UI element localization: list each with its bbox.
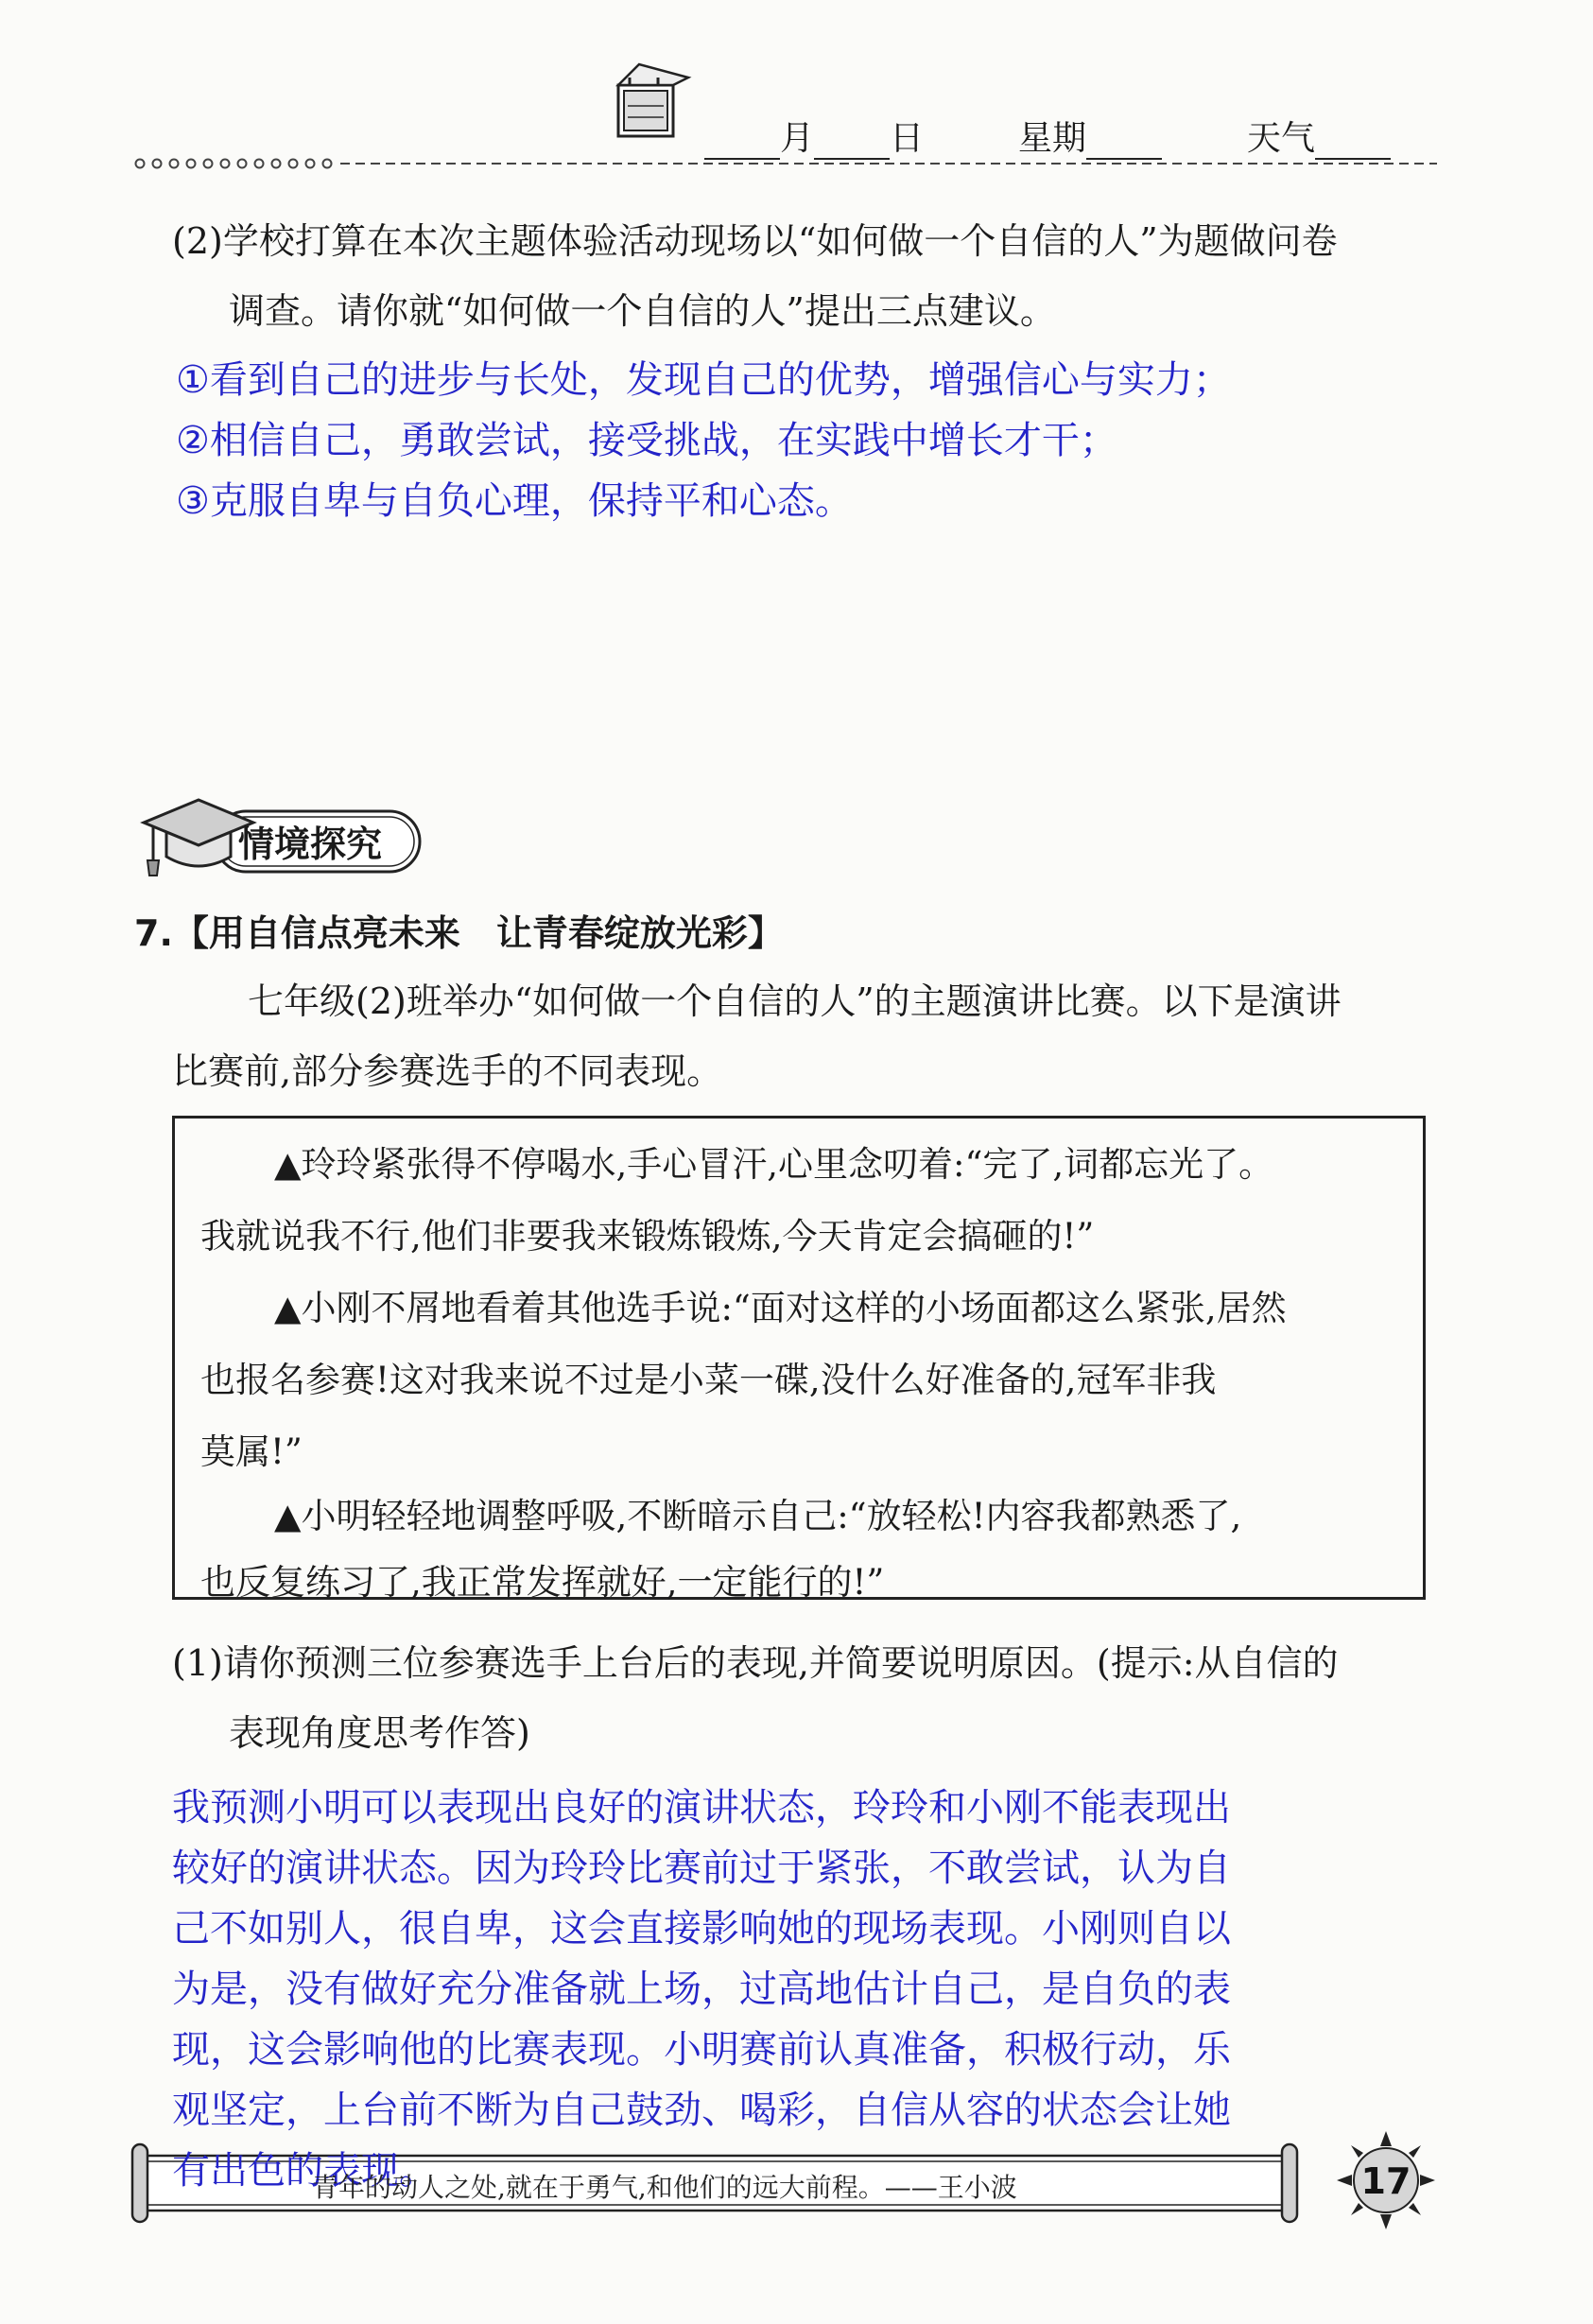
q7-1-answer-line: 观坚定，上台前不断为自己鼓劲、喝彩，自信从容的状态会让她 [172, 2089, 1231, 2132]
weather-blank[interactable] [1315, 122, 1391, 160]
section-label: 情境探究 [238, 824, 383, 865]
month-blank[interactable] [704, 122, 780, 160]
q6-2-prompt-line1: (2)学校打算在本次主题体验活动现场以“如何做一个自信的人”为题做问卷 [172, 220, 1338, 262]
calendar-icon [605, 59, 692, 146]
q7-intro-line1: 七年级(2)班举办“如何做一个自信的人”的主题演讲比赛。以下是演讲 [248, 980, 1342, 1022]
q7-1-answer-line: 现，这会影响他的比赛表现。小明赛前认真准备，积极行动，乐 [172, 2028, 1231, 2072]
day-label: 日 [890, 119, 925, 158]
page-number-badge [1335, 2129, 1437, 2231]
q6-2-answer-2: ②相信自己，勇敢尝试，接受挑战，在实践中增长才干； [176, 419, 1117, 462]
date-weather-fields [704, 112, 1391, 160]
scenario-line: ▲小刚不屑地看着其他选手说:“面对这样的小场面都这么紧张,居然 [274, 1288, 1287, 1328]
scenario-line: ▲玲玲紧张得不停喝水,手心冒汗,心里念叨着:“完了,词都忘光了。 [274, 1144, 1274, 1185]
scenario-line: 莫属!” [200, 1431, 303, 1472]
scenario-line: 也报名参赛!这对我来说不过是小菜一碟,没什么好准备的,冠军非我 [200, 1360, 1217, 1400]
q7-1-answer-line: 有出色的表现。 [172, 2149, 437, 2193]
q7-1-prompt-line1: (1)请你预测三位参赛选手上台后的表现,并简要说明原因。(提示:从自信的 [172, 1642, 1339, 1684]
day-blank[interactable] [814, 122, 890, 160]
header-divider [132, 157, 1437, 170]
q7-1-answer-line: 我预测小明可以表现出良好的演讲状态，玲玲和小刚不能表现出 [172, 1786, 1231, 1830]
weather-label: 天气 [1247, 119, 1316, 158]
footer-quote: 青年的动人之处,就在于勇气,和他们的远大前程。——王小波 [312, 2172, 1017, 2203]
q7-1-prompt-line2: 表现角度思考作答) [229, 1712, 530, 1754]
weekday-blank[interactable] [1086, 122, 1162, 160]
q7-1-answer-line: 为是，没有做好充分准备就上场，过高地估计自己，是自负的表 [172, 1968, 1231, 2011]
scenario-line: ▲小明轻轻地调整呼吸,不断暗示自己:“放轻松!内容我都熟悉了, [274, 1496, 1242, 1536]
scenario-line: 也反复练习了,我正常发挥就好,一定能行的!” [200, 1562, 885, 1603]
q6-2-answer-3: ③克服自卑与自负心理，保持平和心态。 [176, 479, 853, 523]
q6-2-answer-1: ①看到自己的进步与长处，发现自己的优势，增强信心与实力； [176, 358, 1231, 402]
q7-1-answer-line: 己不如别人，很自卑，这会直接影响她的现场表现。小刚则自以 [172, 1907, 1231, 1951]
weekday-label: 星期 [1018, 119, 1087, 158]
q7-1-answer-line: 较好的演讲状态。因为玲玲比赛前过于紧张，不敢尝试，认为自 [172, 1847, 1231, 1890]
q7-title: 7.【用自信点亮未来 让青春绽放光彩】 [134, 912, 784, 954]
page-number: 17 [1360, 2160, 1411, 2202]
q7-intro-line2: 比赛前,部分参赛选手的不同表现。 [172, 1050, 723, 1092]
q6-2-prompt-line2: 调查。请你就“如何做一个自信的人”提出三点建议。 [229, 290, 1056, 332]
month-label: 月 [780, 119, 815, 158]
scenario-line: 我就说我不行,他们非要我来锻炼锻炼,今天肯定会搞砸的!” [200, 1216, 1095, 1257]
